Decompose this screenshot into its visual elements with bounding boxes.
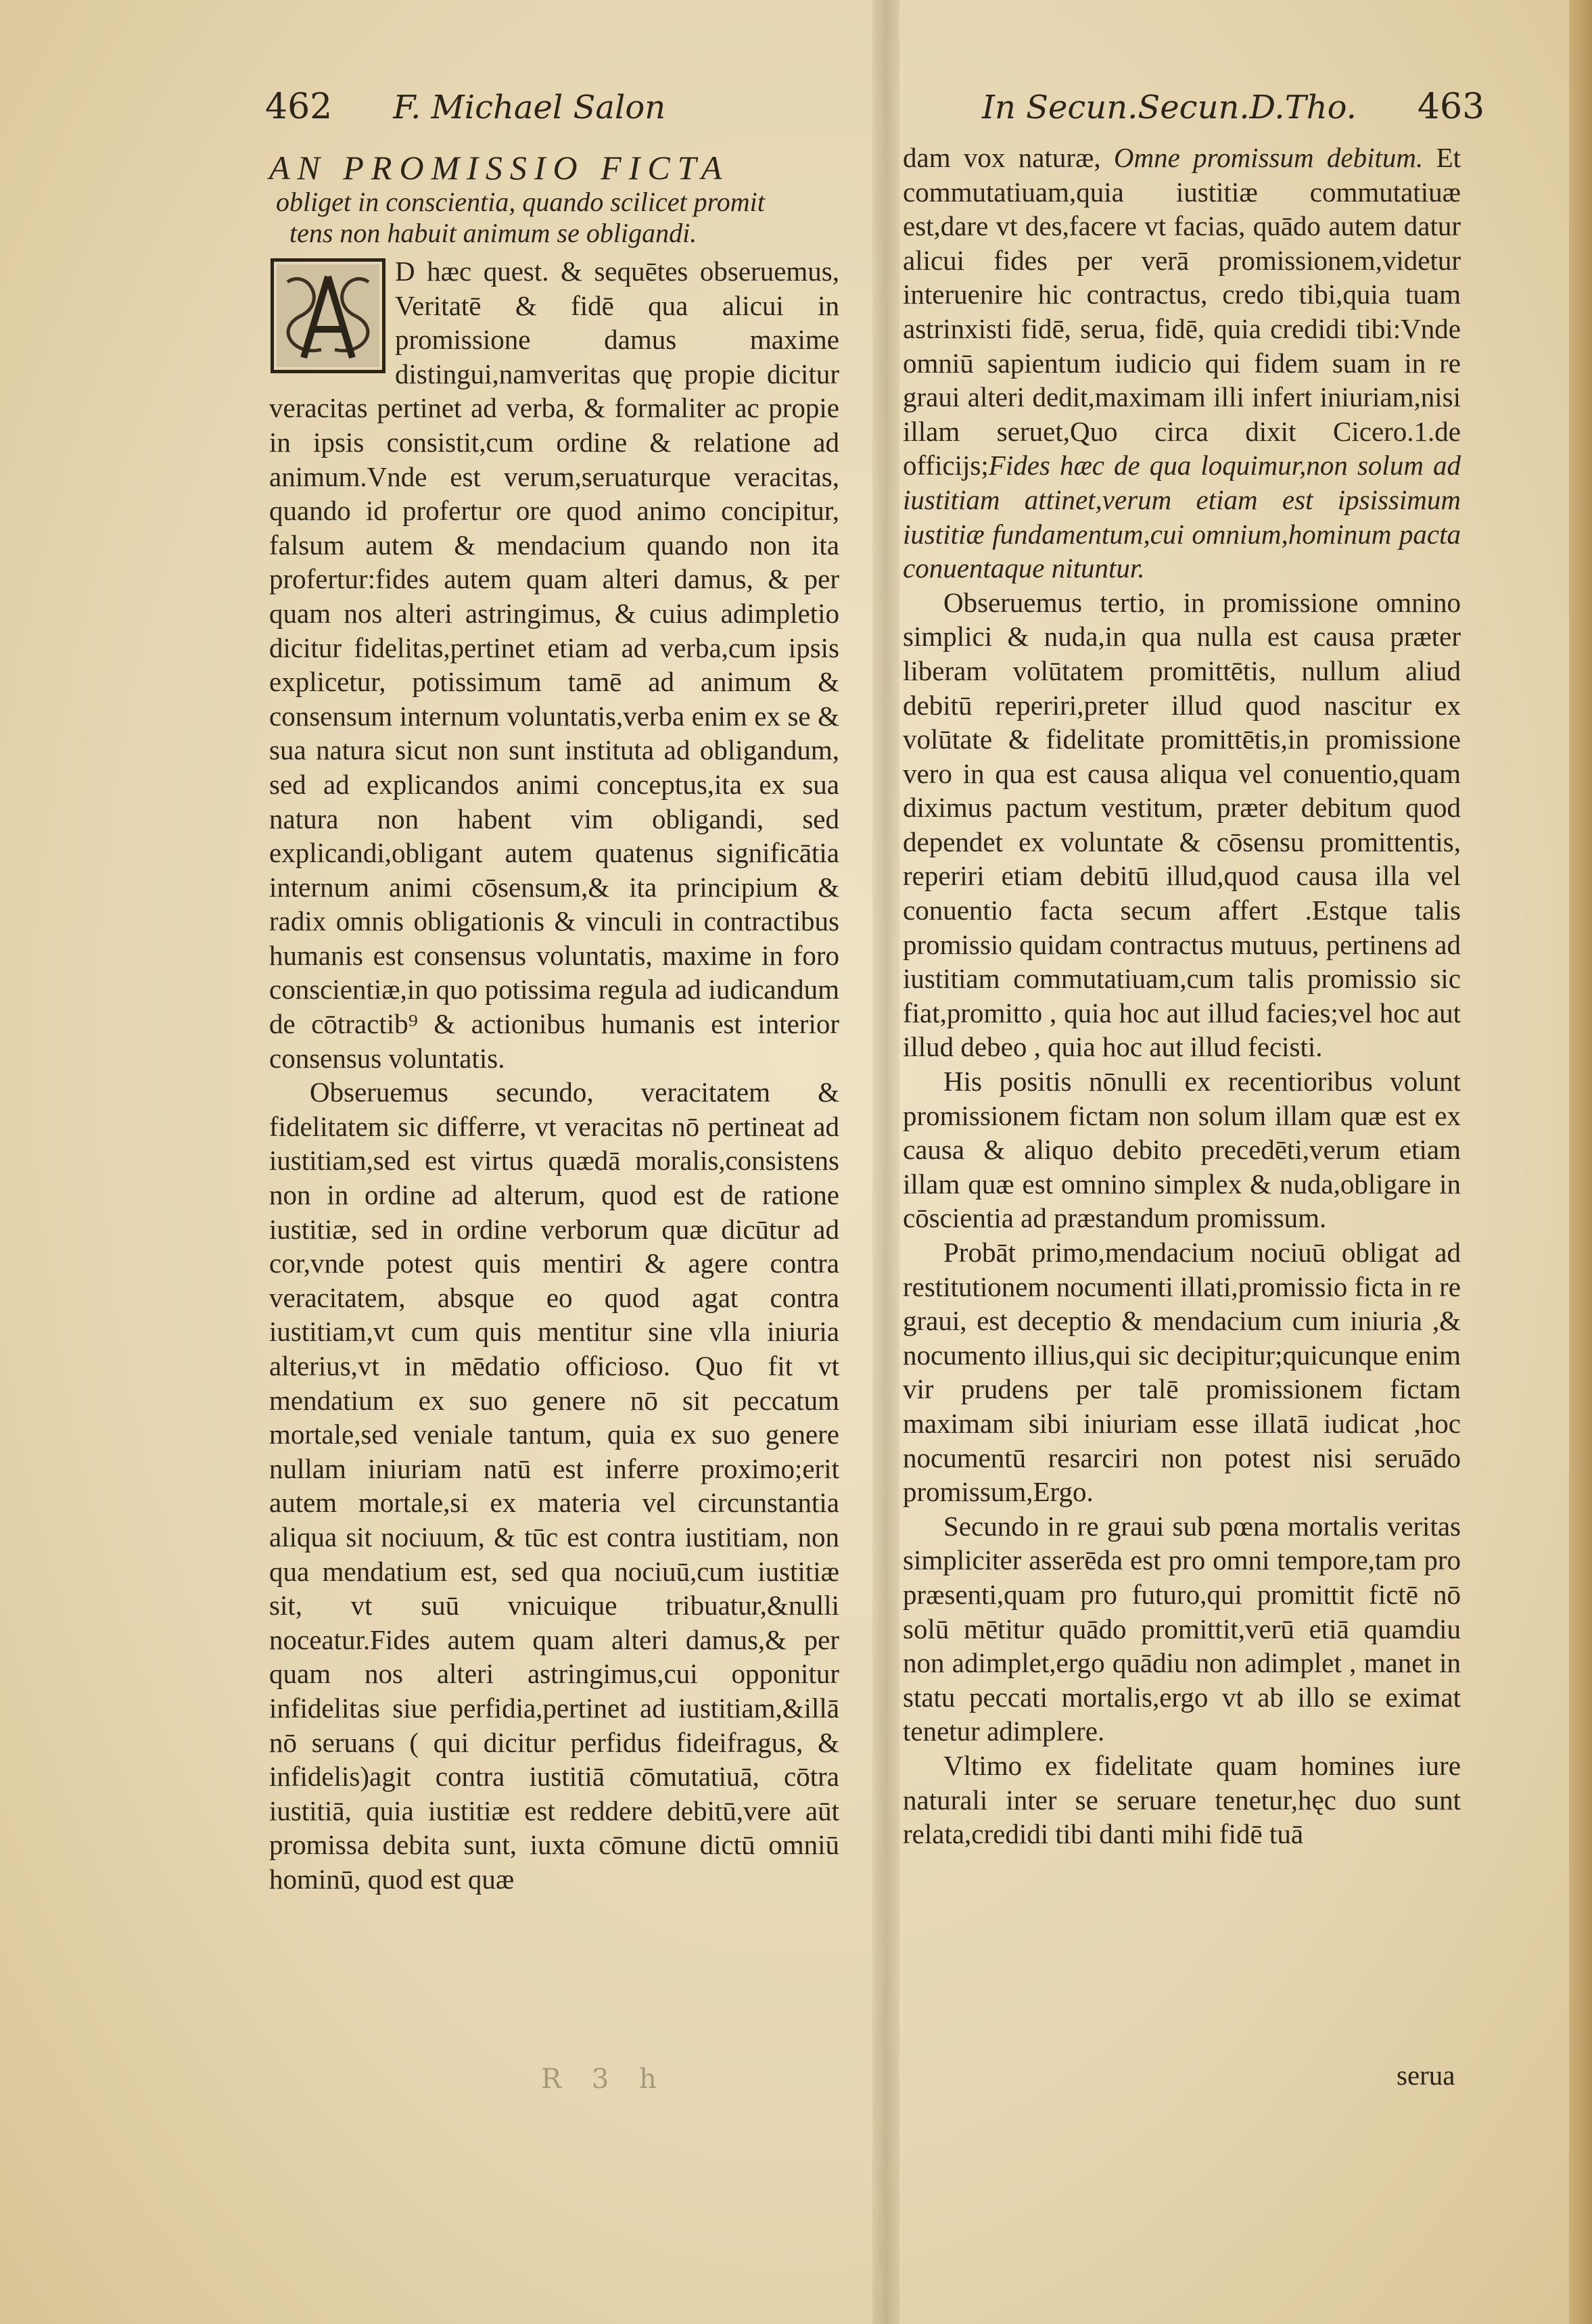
- right-running-title: In Secun.Secun.D.Tho.: [982, 89, 1357, 126]
- catchword: serua: [1397, 2060, 1455, 2091]
- right-paragraph-2: Obseruemus tertio, in promissione omnino simplici & nuda,in qua nulla est causa præter liberam volūtatem promittētis, nullum aliud debitū reperiri,preter illud quod nascitur ex volūtate & fidelitate promittētis,in promissione vero in qua est causa aliqua vel conuentio,quam diximus pactum vestitum, præter debitum quod dependet ex voluntate & cōsensu promittentis, reperiri etiam debitū illud,quod causa illa vel conuentio facta secum affert .Estque talis promissio quidam contractus mutuus, pertinens ad iustitiam commutatiuam,cum talis promissio sic fiat,promitto , quia hoc aut illud facies;vel hoc aut illud debeo , quia hoc aut illud fecisti.: [903, 586, 1461, 1063]
- right-paragraph-1-maxim: Omne promissum debitum.: [1113, 142, 1424, 173]
- left-page-number: 462: [265, 87, 333, 127]
- right-paragraph-3: His positis nōnulli ex recentioribus volunt promissionem fictam non solum illam quæ est ex causa & aliquo debito precedēti,verum etiam illam quæ est omnino simplex & nuda,obligare in cōscientia ad præstandum promissum.: [903, 1066, 1461, 1234]
- right-paragraph-4: Probāt primo,mendacium nociuū obligat ad restitutionem nocumenti illati,promissio ficta in re graui, est deceptio & mendacium cum iniuria ,& nocumento illius,qui sic decipitur;quicunque enim vir prudens per talē promissionem fictam maximam sibi iniuriam esse illatā iudicat ,hoc nocumentū resarciri non potest nisi seruādo promissum,Ergo.: [903, 1237, 1461, 1508]
- section-subtitle-line1: obliget in conscientia, quando scilicet promit: [276, 187, 765, 217]
- right-column: [903, 141, 1461, 1851]
- left-running-header: [265, 87, 665, 127]
- right-paragraph-1-text: dam vox naturæ,: [903, 142, 1101, 173]
- right-paragraph-1-continued: Et commutatiuam,quia iustitiæ commutatiuæ est,dare vt des,facere vt facias, quādo autem datur alicui fides per verā promissionem,videtur interuenire hic contractus, credo tibi,quia tuam astrinxisti fidē, serua, fidē, quia credidi tibi:Vnde omniū sapientum iudicio qui fidem suam in re graui alteri dedit,maximam illi infert iniuriam,nisi illam seruet,Quo circa dixit Cicero.1.de officijs;: [903, 142, 1461, 481]
- section-subtitle-line2: tens non habuit animum se obligandi.: [289, 218, 697, 248]
- signature-mark: R 3 h: [541, 2064, 668, 2095]
- ornamental-initial: [271, 258, 385, 373]
- page-edge: [1569, 0, 1592, 2324]
- initial-ornament-icon: [274, 262, 382, 370]
- right-paragraph-1: [903, 141, 1461, 586]
- right-page-number: 463: [1417, 87, 1485, 127]
- opening-paragraph-block: [269, 254, 839, 1075]
- right-running-header: [982, 87, 1484, 127]
- section-title: AN PROMISSIO FICTA: [269, 149, 730, 187]
- left-paragraph-2: Obseruemus secundo, veracitatem & fidelitatem sic differre, vt veracitas nō pertineat ad iustitiam,sed est virtus quædā moralis,consistens non in ordine ad alterum, quod est de ratione iustitiæ, sed in ordine verborum quæ dicūtur ad cor,vnde potest quis mentiri & agere contra veracitatem, absque eo quod agat contra iustitiam,vt cum quis mentitur sine vlla iniuria alterius,vt in mēdatio officioso. Quo fit vt mendatium ex suo genere nō sit peccatum mortale,sed veniale tantum, quia ex suo genere nullam iniuriam natū est inferre proximo;erit autem mortale,si ex materia vel circunstantia aliqua sit nociuum, & tūc est contra iustitiam, non qua mendatium est, sed qua nociuū,cum iustitiæ sit, vt suū vnicuique tribuatur,&nulli noceatur.Fides autem quam alteri damus,& per quam nos alteri astringimus,cui opponitur infidelitas siue perfidia,pertinet ad iustitiam,&illā nō seruans ( qui dicitur perfidus fideifragus, & infidelis)agit contra iustitiā cōmutatiuā, cōtra iustitiā, quia iustitiæ est reddere debitū,vere aūt promissa debita sunt, iuxta cōmune dictū omniū hominū, quod est quæ: [269, 1076, 839, 1895]
- left-running-title: F. Michael Salon: [393, 89, 666, 126]
- left-paragraph-1: D hæc quest. & sequētes obseruemus, Veritatē & fidē qua alicui in promissione damus maxime distingui,namveritas quę propie dicitur veracitas pertinet ad verba, & formaliter ac propie in ipsis consistit,cum ordine & relatione ad animum.Vnde est verum,seruaturque veracitas, quando id profertur ore quod animo concipitur, falsum autem & mendacium quando non ita profertur:fides autem quam alteri damus, & per quam nos alteri astringimus, & cuius adimpletio dicitur fidelitas,pertinet etiam ad verba,cum ipsis explicetur, potissimum tamē ad animum & consensum internum voluntatis,verba enim ex se & sua natura sicut non sunt instituta ad obligandum, sed ad explicandos animi conceptus,ita ex sua natura non habent vim obligandi, sed explicandi,obligant autem quatenus significātia internum animi cōsensum,& ita principium & radix omnis obligationis & vinculi in contractibus humanis est consensus voluntatis, maxime in foro conscientiæ,in quo potissima regula ad iudicandum de cōtractib⁹ & actionibus humanis est interior consensus voluntatis.: [269, 256, 839, 1074]
- right-paragraph-5: Secundo in re graui sub pœna mortalis veritas simpliciter asserēda est pro omni tempore,tam pro præsenti,quam pro futuro,qui promittit fictē nō solū mētitur quādo promittit,verū etiā quamdiu non adimplet,ergo quādiu non adimplet , manet in statu peccati mortalis,ergo vt ab illo se eximat tenetur adimplere.: [903, 1510, 1461, 1747]
- left-column: [269, 149, 839, 1897]
- right-paragraph-6: Vltimo ex fidelitate quam homines iure naturali inter se seruare tenetur,hęc duo sunt relata,credidi tibi danti mihi fidē tuā: [903, 1749, 1461, 1850]
- cicero-quote: Fides hæc de qua loquimur,non solum ad iustitiam attinet,verum etiam est ipsissimum iustitiæ fundamentum,cui omnium,hominum pacta conuentaque nituntur.: [903, 450, 1461, 584]
- page-gutter: [872, 0, 899, 2324]
